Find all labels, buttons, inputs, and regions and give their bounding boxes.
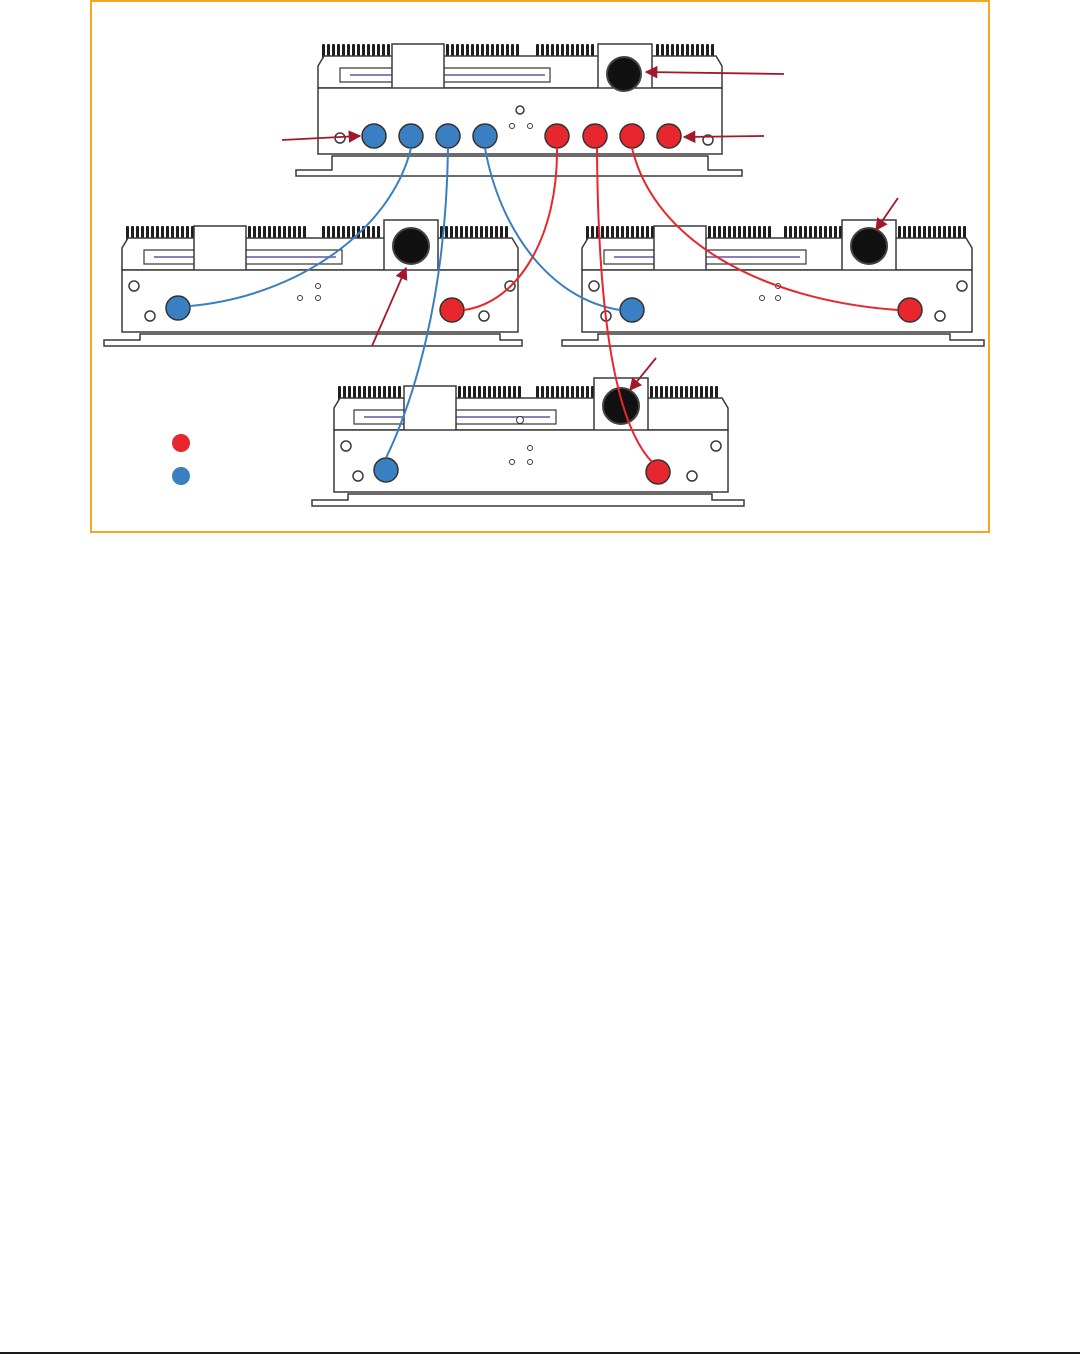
right-unit-indicator bbox=[760, 296, 765, 301]
left-unit-mount-base bbox=[104, 334, 522, 346]
master-unit-blue-port-4 bbox=[473, 124, 497, 148]
left-unit-label-plate bbox=[194, 226, 246, 272]
left-unit-screw-bottom-right bbox=[479, 311, 489, 321]
bottom-unit-blue-port bbox=[374, 458, 398, 482]
left-unit bbox=[104, 220, 522, 346]
master-unit-red-port-3 bbox=[620, 124, 644, 148]
bottom-unit-indicator bbox=[528, 460, 533, 465]
master-unit-red-port-1 bbox=[545, 124, 569, 148]
left-unit-screw-bottom-left bbox=[145, 311, 155, 321]
left-unit-red-port bbox=[440, 298, 464, 322]
right-unit-indicator bbox=[776, 296, 781, 301]
master-unit bbox=[296, 44, 742, 176]
bottom-unit-mount-base bbox=[312, 494, 744, 506]
right-unit-screw-right bbox=[957, 281, 967, 291]
left-unit-indicator bbox=[316, 284, 321, 289]
master-unit-red-port-2 bbox=[583, 124, 607, 148]
bottom-unit-screw-right bbox=[711, 441, 721, 451]
left-unit-indicator bbox=[316, 296, 321, 301]
bottom-unit-black-port bbox=[603, 388, 639, 424]
right-unit-screw-bottom-right bbox=[935, 311, 945, 321]
right-unit-label-plate bbox=[654, 226, 706, 272]
right-unit-black-port bbox=[851, 228, 887, 264]
master-unit-blue-port-1 bbox=[362, 124, 386, 148]
bottom-unit-screw-bottom-right bbox=[687, 471, 697, 481]
master-unit-red-port-4 bbox=[657, 124, 681, 148]
master-unit-blue-port-2 bbox=[399, 124, 423, 148]
master-unit-label-plate bbox=[392, 44, 444, 90]
bottom-unit-indicator bbox=[517, 417, 524, 424]
master-unit-mount-base bbox=[296, 156, 742, 176]
right-unit bbox=[562, 220, 984, 346]
left-unit-screw-left bbox=[129, 281, 139, 291]
bottom-unit-screw-bottom-left bbox=[353, 471, 363, 481]
right-unit-red-port bbox=[898, 298, 922, 322]
left-unit-indicator bbox=[298, 296, 303, 301]
master-unit-indicator bbox=[510, 124, 515, 129]
bottom-unit-indicator bbox=[510, 460, 515, 465]
bottom-unit-screw-left bbox=[341, 441, 351, 451]
legend-red-dot bbox=[172, 434, 190, 452]
left-unit-black-port bbox=[393, 228, 429, 264]
right-unit-blue-port bbox=[620, 298, 644, 322]
master-unit-blue-port-3 bbox=[436, 124, 460, 148]
callout-arrow-master-red-ports bbox=[684, 136, 764, 137]
footer-rule bbox=[0, 1352, 1080, 1354]
bottom-unit-red-port bbox=[646, 460, 670, 484]
master-unit-screw-center bbox=[516, 106, 524, 114]
master-unit-indicator bbox=[528, 124, 533, 129]
bottom-unit bbox=[312, 378, 744, 506]
legend bbox=[172, 434, 190, 485]
bottom-unit-indicator bbox=[528, 446, 533, 451]
right-unit-screw-left bbox=[589, 281, 599, 291]
master-unit-black-port bbox=[607, 57, 641, 91]
legend-blue-dot bbox=[172, 467, 190, 485]
right-unit-mount-base bbox=[562, 334, 984, 346]
left-unit-blue-port bbox=[166, 296, 190, 320]
